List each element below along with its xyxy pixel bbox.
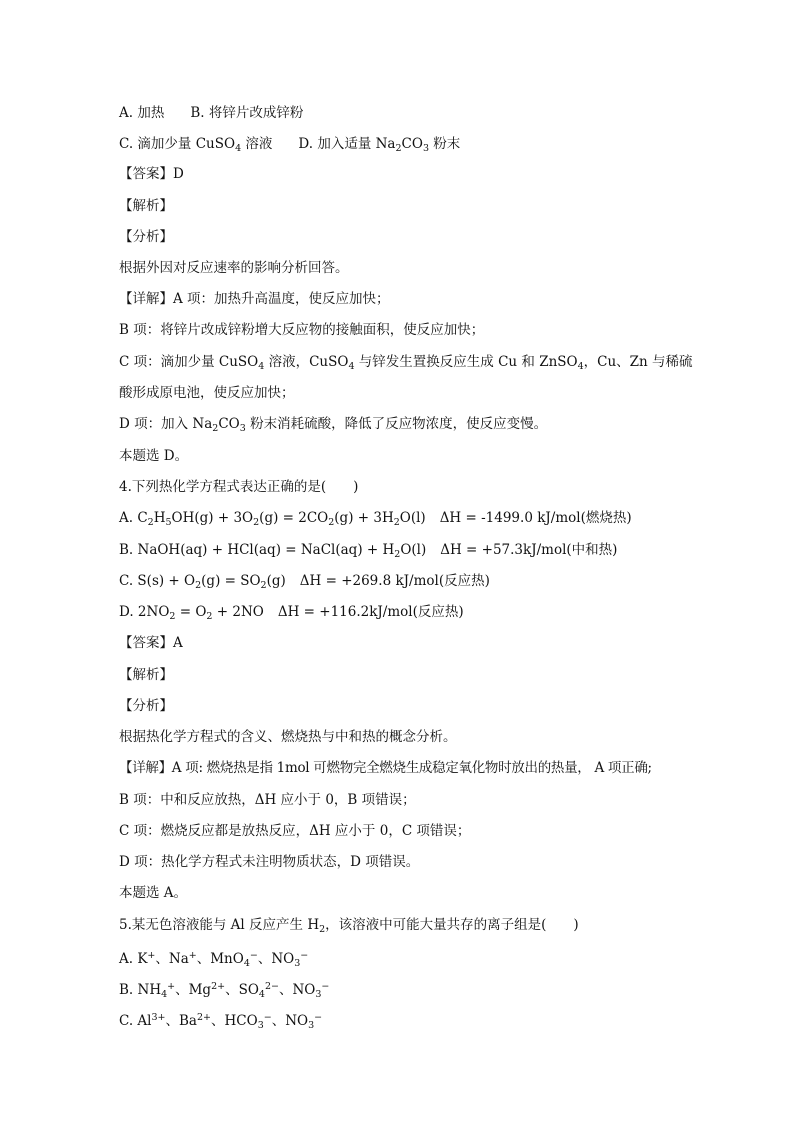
q4-detail-a: 【详解】A 项: 燃烧热是指 1mol 可燃物完全燃烧生成稳定氧化物时放出的热量， A 项正确;	[119, 760, 652, 776]
q5-option-c: C. $Al^{3+}$、$Ba^{2+}$、$HCO_3^-$、$NO_3^-$	[119, 1012, 323, 1031]
q5-option-a: A. K+、Na+、MnO$_4$−、$NO_3^-$	[119, 950, 309, 969]
q3-fenxi-heading: 【分析】	[119, 229, 173, 245]
q4-conclusion: 本题选 A。	[119, 885, 188, 901]
q4-option-d: D. $2NO_2 = O_2 + 2NO$ ΔH = +116.2kJ/mol(反应热)	[119, 604, 464, 622]
q4-fenxi-heading: 【分析】	[119, 698, 173, 714]
q3-detail-c-cont: 酸形成原电池，使反应加快；	[119, 385, 295, 401]
q4-stem: 4.下列热化学方程式表达正确的是( )	[119, 479, 359, 495]
q4-detail-b: B 项：中和反应放热，ΔH 应小于 0，B 项错误；	[119, 792, 416, 808]
q3-option-a: A. 加热	[119, 105, 165, 121]
q3-answer: 【答案】D	[119, 166, 184, 182]
q4-option-b: B. NaOH(aq) + HCl(aq) = NaCl(aq) + $H_2O(l) \Delta H = +57.3kJ/mol$(中和热)	[119, 542, 618, 560]
q3-detail-c: C 项：滴加少量 CuSO$_4$ 溶液，CuSO$_4$ 与锌发生置换反应生成 Cu 和 ZnSO$_4$，Cu、Zn 与稀硫	[119, 354, 693, 372]
q3-option-b: B. 将锌片改成锌粉	[190, 105, 304, 121]
q3-conclusion: 本题选 D。	[119, 448, 189, 464]
q3-detail-b: B 项：将锌片改成锌粉增大反应物的接触面积，使反应加快；	[119, 322, 485, 338]
q3-detail-a: 【详解】A 项：加热升高温度，使反应加快；	[119, 291, 390, 307]
q4-jiexi-heading: 【解析】	[119, 667, 173, 683]
q4-fenxi-text: 根据热化学方程式的含义、燃烧热与中和热的概念分析。	[119, 729, 457, 745]
q3-option-c: C. 滴加少量 CuSO$_4$ 溶液	[119, 136, 273, 154]
q5-stem: 5.某无色溶液能与 Al 反应产生 $H_2$，该溶液中可能大量共存的离子组是( )	[119, 917, 579, 935]
q4-detail-c: C 项：燃烧反应都是放热反应，ΔH 应小于 0，C 项错误；	[119, 823, 471, 839]
q5-option-b: B. $NH_4^+$、$Mg^{2+}$、$SO_4^{2-}$、$NO_3^-$	[119, 981, 330, 1000]
q3-detail-d: D 项：加入 $Na_2CO_3$ 粉末消耗硫酸，降低了反应物浓度，使反应变慢。	[119, 416, 548, 434]
q4-answer: 【答案】A	[119, 635, 183, 651]
q3-option-d: D. 加入适量 $Na_2CO_3$ 粉末	[298, 136, 461, 154]
q4-option-c: C. $S(s) + O_2(g) = SO_2(g) \Delta H = +269.8$ kJ/mol(反应热)	[119, 573, 490, 591]
q3-options-ab	[119, 104, 303, 122]
q3-fenxi-text: 根据外因对反应速率的影响分析回答。	[119, 260, 349, 276]
q3-jiexi-heading: 【解析】	[119, 198, 173, 214]
q4-option-a: A. $C_2H_5OH(g) + 3O_2(g) = 2CO_2(g) + 3H_2O(l) \Delta H = -1499.0$ kJ/mol(燃烧热)	[119, 510, 632, 528]
q4-detail-d: D 项：热化学方程式未注明物质状态，D 项错误。	[119, 854, 420, 870]
q3-options-cd	[119, 135, 460, 158]
